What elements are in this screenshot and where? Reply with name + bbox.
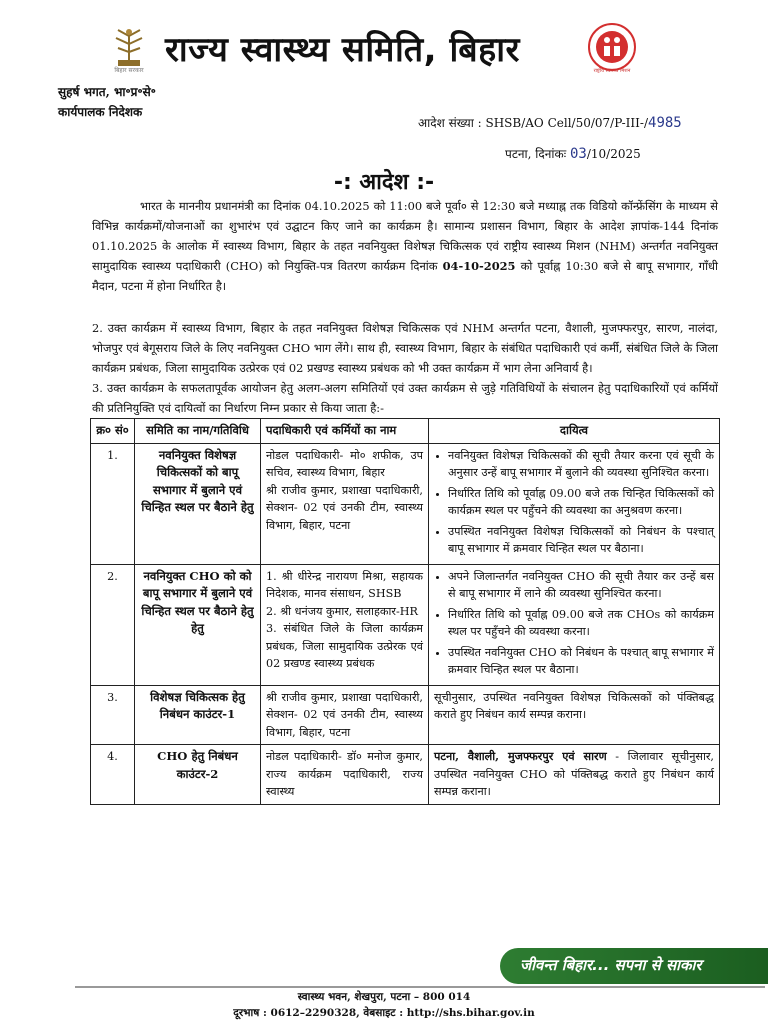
logo-caption: राष्ट्रीय स्वास्थ्य मिशन [593,68,631,74]
bihar-emblem-icon [106,26,152,68]
duty-item: • उपस्थित नवनियुक्त CHO को निबंधन के पश्चात् बापू सभागार में क्रमवार चिन्हित स्थल पर बैठाना। [448,644,714,679]
nhm-logo-icon [587,22,637,72]
paragraph-1-date: 04-10-2025 [442,259,516,273]
row-committee: नवनियुक्त विशेषज्ञ चिकित्सकों को बापू सभागार में बुलाने एवं चिन्हित स्थल पर बैठाने हेतु [135,443,261,564]
duty-text: - जिलावार सूचीनुसार, उपस्थित नवनियुक्त CHO को पंक्तिबद्ध कराते हुए निबंधन कार्य सम्पन्न कराना। [434,750,714,798]
order-date-handwritten: 03 [569,146,587,162]
row-duties [429,443,720,564]
duty-item: • निर्धारित तिथि को पूर्वाह्न 09.00 बजे तक चिन्हित चिकित्सकों को कार्यक्रम स्थल पर पहुँचने की व्यवस्था का अनुश्रवण करना। [448,485,714,520]
signer-designation: कार्यपालक निदेशक [58,105,143,119]
paragraph-2: 2. उक्त कार्यक्रम में स्वास्थ्य विभाग, बिहार के तहत नवनियुक्त विशेषज्ञ चिकित्सक एवं NHM अन्तर्गत पटना, वैशाली, मुजफ्फरपुर, सारण, नालंदा, भोजपुर एवं बेगूसराय जिले के लिए नवनियुक्त CHO भाग लेंगे। साथ ही, स्वास्थ्य विभाग, बिहार के संबंधित पदाधिकारी एवं कर्मी, संबंधित जिले के जिला कार्यक्रम प्रबंधक, जिला सामुदायिक उत्प्रेरक एवं 02 प्रखण्ड स्वास्थ्य प्रबंधक को भी उक्त कार्यक्रम में भाग लेना अनिवार्य है। [92,321,718,375]
deployment-table [90,418,720,805]
header-duties: दायित्व [429,419,720,444]
order-date [505,145,641,162]
header-committee: समिति का नाम/गतिविधि [135,419,261,444]
table-row [91,685,720,745]
order-number-handwritten: 4985 [648,115,682,131]
order-number [418,114,682,131]
header-sn: क्र० सं० [91,419,135,444]
table-row [91,443,720,564]
duty-item: • उपस्थित नवनियुक्त विशेषज्ञ चिकित्सकों को निबंधन के पश्चात् बापू सभागार में क्रमवार चिन्हित स्थल पर बैठाना। [448,523,714,558]
row-committee: विशेषज्ञ चिकित्सक हेतु निबंधन काउंटर-1 [135,685,261,745]
row-duties: सूचीनुसार, उपस्थित नवनियुक्त विशेषज्ञ चिकित्सकों को पंक्तिबद्ध कराते हुए निबंधन कार्य सम्पन्न कराना। [429,685,720,745]
signer-name: सुहर्ष भगत, भा॰प्र॰से॰ [58,85,156,99]
order-date-label: पटना, दिनांकः [505,147,567,161]
emblem-caption: बिहार सरकार [114,67,144,74]
duty-item: • नवनियुक्त विशेषज्ञ चिकित्सकों की सूची तैयार करना एवं सूची के अनुसार उन्हें बापू सभागार में बुलाने की व्यवस्था सुनिश्चित करना। [448,447,714,482]
row-sn: 4. [91,745,135,805]
footer-address: स्वास्थ्य भवन, शेखपुरा, पटना – 800 014 [297,991,471,1003]
row-officers: नोडल पदाधिकारी- डॉ० मनोज कुमार, राज्य कार्यक्रम पदाधिकारी, राज्य स्वास्थ्य [261,745,429,805]
duty-item: • अपने जिलान्तर्गत नवनियुक्त CHO की सूची तैयार कर उन्हें बस से बापू सभागार में लाने की व्यवस्था सुनिश्चित करना। [448,568,714,603]
duty-item: • निर्धारित तिथि को पूर्वाह्न 09.00 बजे तक CHOs को कार्यक्रम स्थल पर पहुँचने की व्यवस्था करना। [448,606,714,641]
duty-districts: पटना, वैशाली, मुजफ्फरपुर एवं सारण [434,749,607,763]
paragraph-1-text-end: को पूर्वाह्न 10:30 बजे से बापू सभागार, गाँधी मैदान, पटना में होना निर्धारित है। [92,259,718,293]
table-row [91,745,720,805]
order-heading: -: आदेश :- [333,170,435,195]
slogan-text: जीवन्त बिहार... सपना से साकार [520,956,702,974]
order-date-rest: /10/2025 [586,147,641,161]
row-committee: नवनियुक्त CHO को को बापू सभागार में बुलाने एवं चिन्हित स्थल पर बैठाने हेतु हेतु [135,564,261,685]
header-officers: पदाधिकारी एवं कर्मियों का नाम [261,419,429,444]
table-row [91,564,720,685]
row-duties [429,745,720,805]
paragraph-3: 3. उक्त कार्यक्रम के सफलतापूर्वक आयोजन हेतु अलग-अलग समितियों एवं उक्त कार्यक्रम से जुड़े गतिविधियों के संचालन हेतु पदाधिकारियों एवं कर्मियों की प्रतिनियुक्ति एवं दायित्वों का निर्धारण निम्न प्रकार से किया जाता है:- [92,381,718,415]
row-sn: 1. [91,443,135,564]
row-sn: 2. [91,564,135,685]
paragraph-1 [92,196,718,296]
footer-contact: दूरभाष : 0612–2290328, वेबसाइट : http://shs.bihar.gov.in [233,1007,535,1019]
row-officers: नोडल पदाधिकारी- मो० शफीक, उप सचिव, स्वास्थ्य विभाग, बिहार श्री राजीव कुमार, प्रशाखा पदाधिकारी, सेक्शन- 02 एवं उनकी टीम, स्वास्थ्य विभाग, बिहार, पटना [261,443,429,564]
order-number-value: SHSB/AO Cell/50/07/P-III-/ [485,116,649,130]
row-officers: श्री राजीव कुमार, प्रशाखा पदाधिकारी, सेक्शन- 02 एवं उनकी टीम, स्वास्थ्य विभाग, बिहार, पटना [261,685,429,745]
signer-block [58,82,156,122]
page-title: राज्य स्वास्थ्य समिति, बिहार [165,30,520,70]
row-committee: CHO हेतु निबंधन काउंटर-2 [135,745,261,805]
row-duties [429,564,720,685]
paragraph-1-text: भारत के माननीय प्रधानमंत्री का दिनांक 04.10.2025 को 11:00 बजे पूर्वा० से 12:30 बजे मध्याह्न तक विडियो कॉन्फ्रेंसिंग के माध्यम से विभिन्न कार्यक्रमों/योजनाओं का शुभारंभ एवं उद्घाटन किए जाने का कार्यक्रम है। सामान्य प्रशासन विभाग, बिहार के आदेश ज्ञापांक-144 दिनांक 01.10.2025 के आलोक में स्वास्थ्य विभाग, बिहार के तहत नवनियुक्त विशेषज्ञ चिकित्सक एवं राष्ट्रीय स्वास्थ्य मिशन (NHM) अन्तर्गत नवनियुक्त सामुदायिक स्वास्थ्य पदाधिकारी (CHO) को नियुक्ति-पत्र वितरण कार्यक्रम दिनांक [92,199,718,273]
row-sn: 3. [91,685,135,745]
row-officers: 1. श्री धीरेन्द्र नारायण मिश्रा, सहायक निदेशक, मानव संसाधन, SHSB 2. श्री धनंजय कुमार, सलाहकार-HR 3. संबंधित जिले के जिला कार्यक्रम प्रबंधक, जिला सामुदायिक उत्प्रेरक एवं 02 प्रखण्ड स्वास्थ्य प्रबंधक [261,564,429,685]
footer-divider [75,986,765,988]
order-number-label: आदेश संख्या : [418,116,482,130]
table-header-row [91,419,720,444]
